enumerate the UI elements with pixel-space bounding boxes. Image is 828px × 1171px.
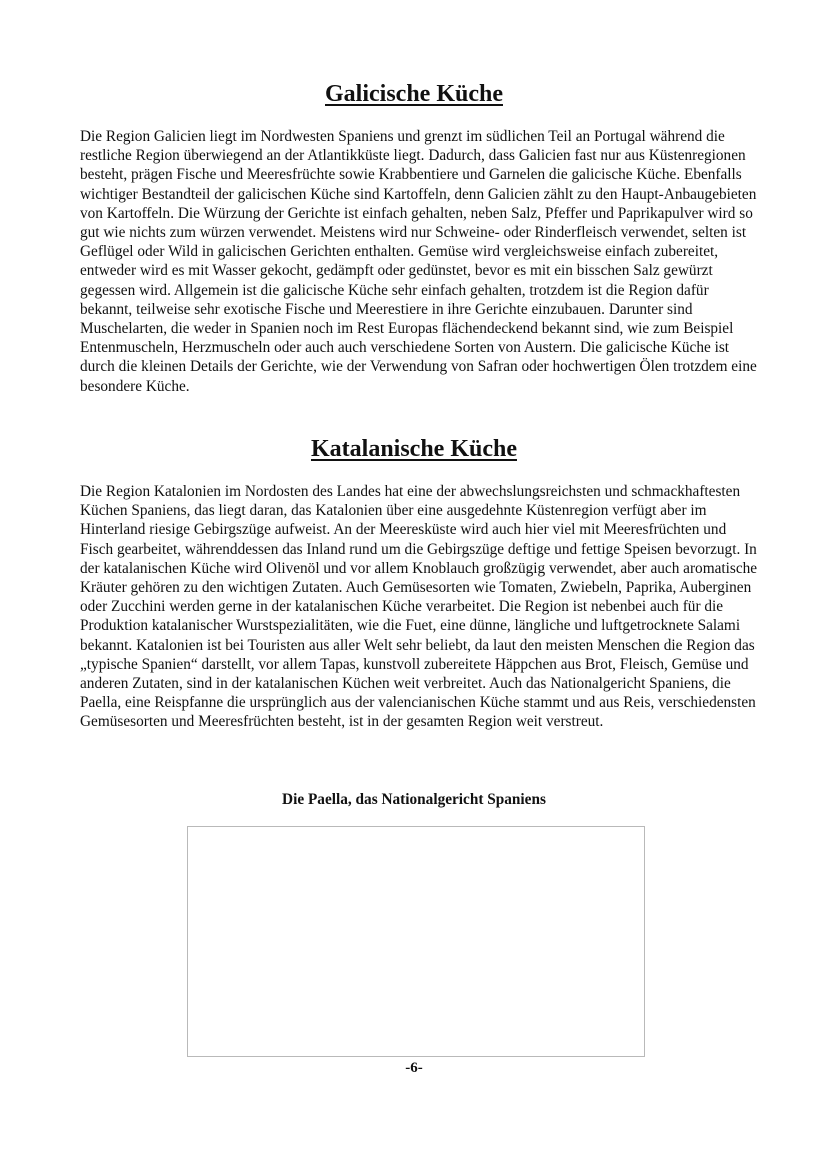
section-heading-catalonia: Katalanische Küche — [310, 436, 517, 462]
page-number: -6- — [405, 1060, 423, 1076]
paella-image-placeholder — [187, 826, 645, 1057]
figure-caption: Die Paella, das Nationalgericht Spaniens — [282, 791, 546, 808]
section-paragraph-catalonia: Die Region Katalonien im Nordosten des Landes hat eine der abwechslungsreichsten und schmackhaftesten Küchen Spaniens, das liegt daran, das Katalonien über eine ausgedehnte Küstenregion verfügt aber im Hinterland riesige Gebirgszüge aufweist. An der Meeresküste wird auch hier viel mit Meeresfrüchten und Fisch gearbeitet, währenddessen das Inland rund um die Gebirgszüge deftige und fettige Speisen bevorzugt. In der katalanischen Küche wird Olivenöl und vor allem Knoblauch großzügig verwendet, aber auch aromatische Kräuter gehören zu den wichtigen Zutaten. Auch Gemüsesorten wie Tomaten, Zwiebeln, Paprika, Auberginen oder Zucchini werden gerne in der katalanischen Küche verarbeitet. Die Region ist nebenbei auch für die Produktion katalanischer Wurstspezialitäten, wie die Fuet, eine dünne, längliche und luftgetrocknete Salami bekannt. Katalonien ist bei Touristen aus aller Welt sehr beliebt, da laut den meisten Menschen die Region das „typische Spanien“ darstellt, vor allem Tapas, kunstvoll zubereitete Häppchen aus Brot, Fleisch, Gemüse und anderen Zutaten, sind in der katalanischen Küchen weit verbreitet. Auch das Nationalgericht Spaniens, die Paella, eine Reispfanne die ursprünglich aus der valencianischen Küche stammt und aus Reis, verschiedensten Gemüsesorten und Meeresfrüchten besteht, ist in der gesamten Region weit verstreut. — [80, 483, 758, 731]
section-paragraph-galicia: Die Region Galicien liegt im Nordwesten Spaniens und grenzt im südlichen Teil an Portugal während die restliche Region überwiegend an der Atlantikküste liegt. Dadurch, dass Galicien fast nur aus Küstenregionen besteht, prägen Fische und Meeresfrüchte sowie Krabbentiere und Garnelen die galicische Küche. Ebenfalls wichtiger Bestandteil der galicischen Küche sind Kartoffeln, denn Galicien zählt zu den Haupt-Anbaugebieten von Kartoffeln. Die Würzung der Gerichte ist einfach gehalten, neben Salz, Pfeffer und Paprikapulver wird so gut wie nichts zum würzen verwendet. Meistens wird nur Schweine- oder Rinderfleisch verwendet, selten ist Geflügel oder Wild in galicischen Gerichten enthalten. Gemüse wird vergleichsweise einfach zubereitet, entweder wird es mit Wasser gekocht, gedämpft oder gedünstet, bevor es mit ein bisschen Salz gewürzt gegessen wird. Allgemein ist die galicische Küche sehr einfach gehalten, trotzdem ist die Region dafür bekannt, teilweise sehr exotische Fische und Meerestiere in ihre Gerichte einzubauen. Darunter sind Muschelarten, die weder in Spanien noch im Rest Europas flächendeckend bekannt sind, wie zum Beispiel Entenmuscheln, Herzmuscheln oder auch auch verschiedene Sorten von Austern. Die galicische Küche ist durch die kleinen Details der Gerichte, wie der Verwendung von Safran oder hochwertigen Ölen trotzdem eine besondere Küche. — [80, 128, 757, 395]
section-heading-galicia: Galicische Küche — [325, 81, 503, 107]
